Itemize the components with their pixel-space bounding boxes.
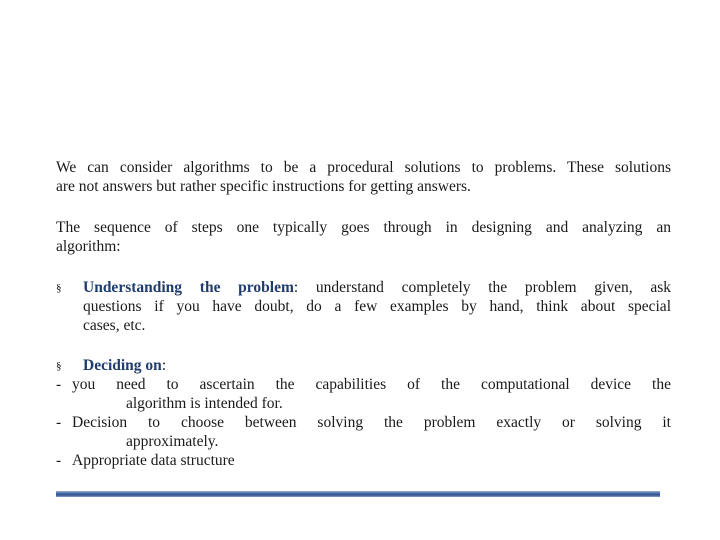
bullet-understanding-colon: : xyxy=(293,279,299,296)
bullet-understanding-line-1 xyxy=(83,278,671,297)
bullet-understanding-lead: Understanding the problem xyxy=(83,279,294,296)
sequence-line-1: The sequence of steps one typically goes through in designing and analyzing an xyxy=(56,219,671,236)
dash-marker: - xyxy=(56,414,62,431)
bullet-marker-icon: § xyxy=(56,360,62,372)
sub-item-capabilities xyxy=(56,375,671,413)
bullet-deciding-lead: Deciding on xyxy=(83,357,162,374)
bullet-understanding-line-3: cases, etc. xyxy=(83,317,146,334)
sub-item-decision xyxy=(56,413,671,451)
bullet-understanding-text: understand completely the problem given, ask xyxy=(298,279,672,296)
bullet-deciding-line xyxy=(83,356,671,375)
dash-marker: - xyxy=(56,376,62,393)
sub-item-capabilities-line-2: algorithm is intended for. xyxy=(126,395,283,412)
bullet-deciding xyxy=(56,356,671,375)
sub-item-data-structure-line-1: Appropriate data structure xyxy=(72,452,235,469)
bullet-understanding-line-2: questions if you have doubt, do a few examples by hand, think about special xyxy=(83,298,671,315)
intro-line-2: are not answers but rather specific instructions for getting answers. xyxy=(56,178,471,195)
sub-item-capabilities-line-1: you need to ascertain the capabilities of the computational device the xyxy=(72,376,671,393)
dash-marker: - xyxy=(56,452,62,469)
bullet-marker-icon: § xyxy=(56,282,62,294)
sequence-paragraph xyxy=(56,218,671,256)
footer-divider xyxy=(56,491,660,497)
intro-line-1: We can consider algorithms to be a procedural solutions to problems. These solutions xyxy=(56,159,671,176)
sub-item-decision-line-1: Decision to choose between solving the problem exactly or solving it xyxy=(72,414,671,431)
sequence-line-2: algorithm: xyxy=(56,238,121,255)
slide-content xyxy=(56,158,671,470)
sub-item-decision-line-2: approximately. xyxy=(126,433,219,450)
bullet-understanding xyxy=(56,278,671,335)
bullet-deciding-colon: : xyxy=(161,357,167,374)
intro-paragraph xyxy=(56,158,671,196)
sub-item-data-structure xyxy=(56,451,671,470)
